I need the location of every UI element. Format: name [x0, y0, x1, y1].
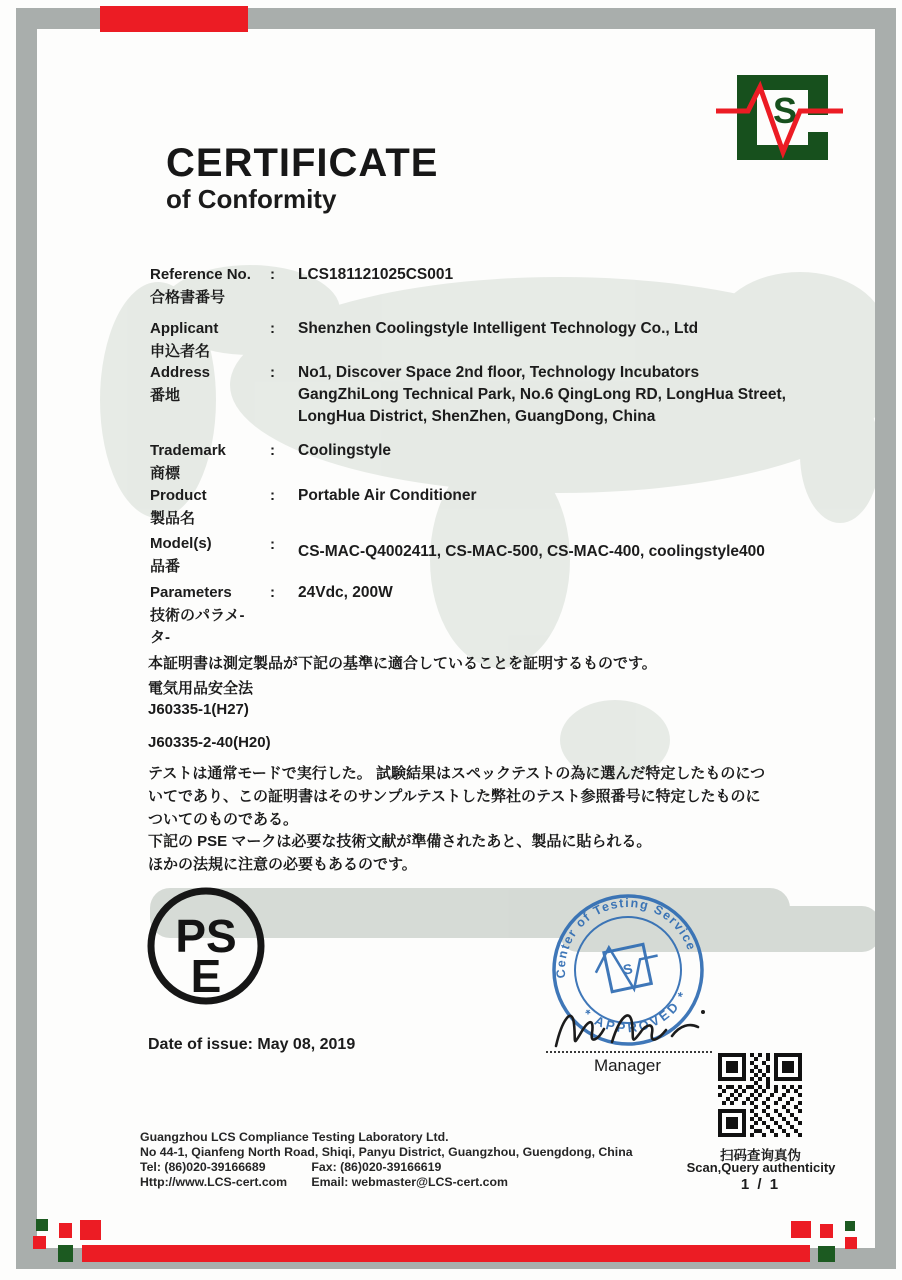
- date-of-issue: Date of issue: May 08, 2019: [148, 1036, 356, 1053]
- certificate-title: CERTIFICATE: [166, 141, 439, 185]
- label-trademark-jp: 商標: [150, 465, 181, 482]
- value-address-line1: No1, Discover Space 2nd floor, Technology Incubators: [298, 364, 700, 381]
- signature-line: [546, 1051, 712, 1053]
- footer-web-email: [140, 1175, 508, 1189]
- footer-tel: Tel: (86)020-39166689: [140, 1160, 266, 1174]
- label-parameters-jp-line2: タ-: [150, 629, 170, 646]
- label-address: Address: [150, 364, 211, 381]
- decor-red-square: [820, 1224, 833, 1238]
- label-product: Product: [150, 487, 207, 504]
- footer-fax: Fax: (86)020-39166619: [311, 1160, 442, 1174]
- top-red-accent-bar: [100, 6, 248, 32]
- standard-j60335-2-40: J60335-2-40(H20): [148, 734, 271, 751]
- test-note-line3: ついてのものである。: [148, 811, 299, 828]
- standard-j60335-1: J60335-1(H27): [148, 701, 249, 718]
- colon: :: [270, 320, 275, 337]
- test-note-line5: ほかの法規に注意の必要もあるのです。: [148, 856, 417, 873]
- qr-caption-local: 扫码查询真伪: [720, 1148, 801, 1163]
- pse-mark-ps: PS: [175, 910, 237, 962]
- decor-red-bar: [82, 1245, 810, 1262]
- value-applicant: Shenzhen Coolingstyle Intelligent Technology Co., Ltd: [298, 320, 699, 337]
- certificate-subtitle: of Conformity: [166, 184, 337, 214]
- decor-red-square: [845, 1237, 857, 1249]
- signature-role: Manager: [593, 1056, 662, 1075]
- value-product: Portable Air Conditioner: [298, 487, 477, 504]
- footer-company: Guangzhou LCS Compliance Testing Laboratory Ltd.: [140, 1130, 449, 1144]
- footer-web: Http://www.LCS-cert.com: [140, 1175, 288, 1189]
- logo-letter: S: [772, 90, 798, 131]
- decor-green-square: [36, 1219, 48, 1231]
- value-parameters: 24Vdc, 200W: [298, 584, 393, 601]
- test-note-line4: 下記の PSE マークは必要な技術文献が準備されたあと、製品に貼られる。: [148, 833, 652, 850]
- decor-green-square: [58, 1245, 73, 1262]
- value-reference-no: LCS181121025CS001: [298, 266, 454, 283]
- value-address-line2: GangZhiLong Technical Park, No.6 QingLong RD, LongHua Street,: [298, 386, 786, 403]
- stamp-arc-bottom-text: * APPROVED *: [580, 987, 692, 1036]
- test-note-line1: テストは通常モードで実行した。 試験結果はスペックテストの為に選んだ特定したものにつ: [148, 765, 766, 782]
- decor-red-square: [59, 1223, 72, 1238]
- lcs-logo: [714, 70, 848, 168]
- label-parameters-jp-line1: 技術のパラメ-: [150, 607, 245, 624]
- label-reference-no: Reference No.: [150, 266, 251, 283]
- stamp-logo-letter: S: [621, 960, 635, 978]
- footer-email: Email: webmaster@LCS-cert.com: [311, 1175, 508, 1189]
- qr-caption-en: Scan,Query authenticity: [686, 1160, 836, 1175]
- pse-mark: [144, 884, 268, 1008]
- stamp-arc-top-text: Center of Testing Service: [553, 895, 699, 979]
- label-models-jp: 品番: [150, 558, 181, 575]
- manager-signature: [540, 998, 715, 1056]
- page-number: 1 / 1: [740, 1176, 781, 1193]
- label-product-jp: 製品名: [150, 510, 196, 527]
- colon: :: [270, 442, 275, 459]
- decor-green-square: [845, 1221, 855, 1231]
- colon: :: [270, 536, 275, 553]
- label-models: Model(s): [150, 535, 212, 552]
- decor-red-square: [80, 1220, 101, 1240]
- colon: :: [270, 364, 275, 381]
- colon: :: [270, 266, 275, 283]
- label-applicant: Applicant: [150, 320, 219, 337]
- decor-red-square: [791, 1221, 811, 1238]
- decor-green-square: [818, 1246, 835, 1262]
- value-address-line3: LongHua District, ShenZhen, GuangDong, China: [298, 408, 656, 425]
- declaration-line1: 本証明書は測定製品が下記の基準に適合していることを証明するものです。: [148, 655, 657, 672]
- decor-red-square: [33, 1236, 46, 1249]
- qr-code: [718, 1053, 802, 1137]
- label-trademark: Trademark: [150, 442, 226, 459]
- colon: :: [270, 584, 275, 601]
- label-parameters: Parameters: [150, 584, 232, 601]
- colon: :: [270, 487, 275, 504]
- label-address-jp: 番地: [150, 387, 181, 404]
- label-applicant-jp: 申込者名: [150, 343, 211, 360]
- footer-address: No 44-1, Qianfeng North Road, Shiqi, Panyu District, Guangzhou, Guengdong, China: [140, 1145, 633, 1159]
- label-reference-no-jp: 合格書番号: [150, 289, 226, 306]
- test-note-line2: いてであり、この証明書はそのサンプルテストした弊社のテスト参照番号に特定したものに: [148, 788, 761, 805]
- value-trademark: Coolingstyle: [298, 442, 392, 459]
- footer-tel-fax: [140, 1160, 441, 1174]
- pse-mark-e: E: [190, 950, 222, 1002]
- declaration-line2: 電気用品安全法: [148, 680, 254, 697]
- value-models: CS-MAC-Q4002411, CS-MAC-500, CS-MAC-400, coolingstyle400: [298, 543, 765, 560]
